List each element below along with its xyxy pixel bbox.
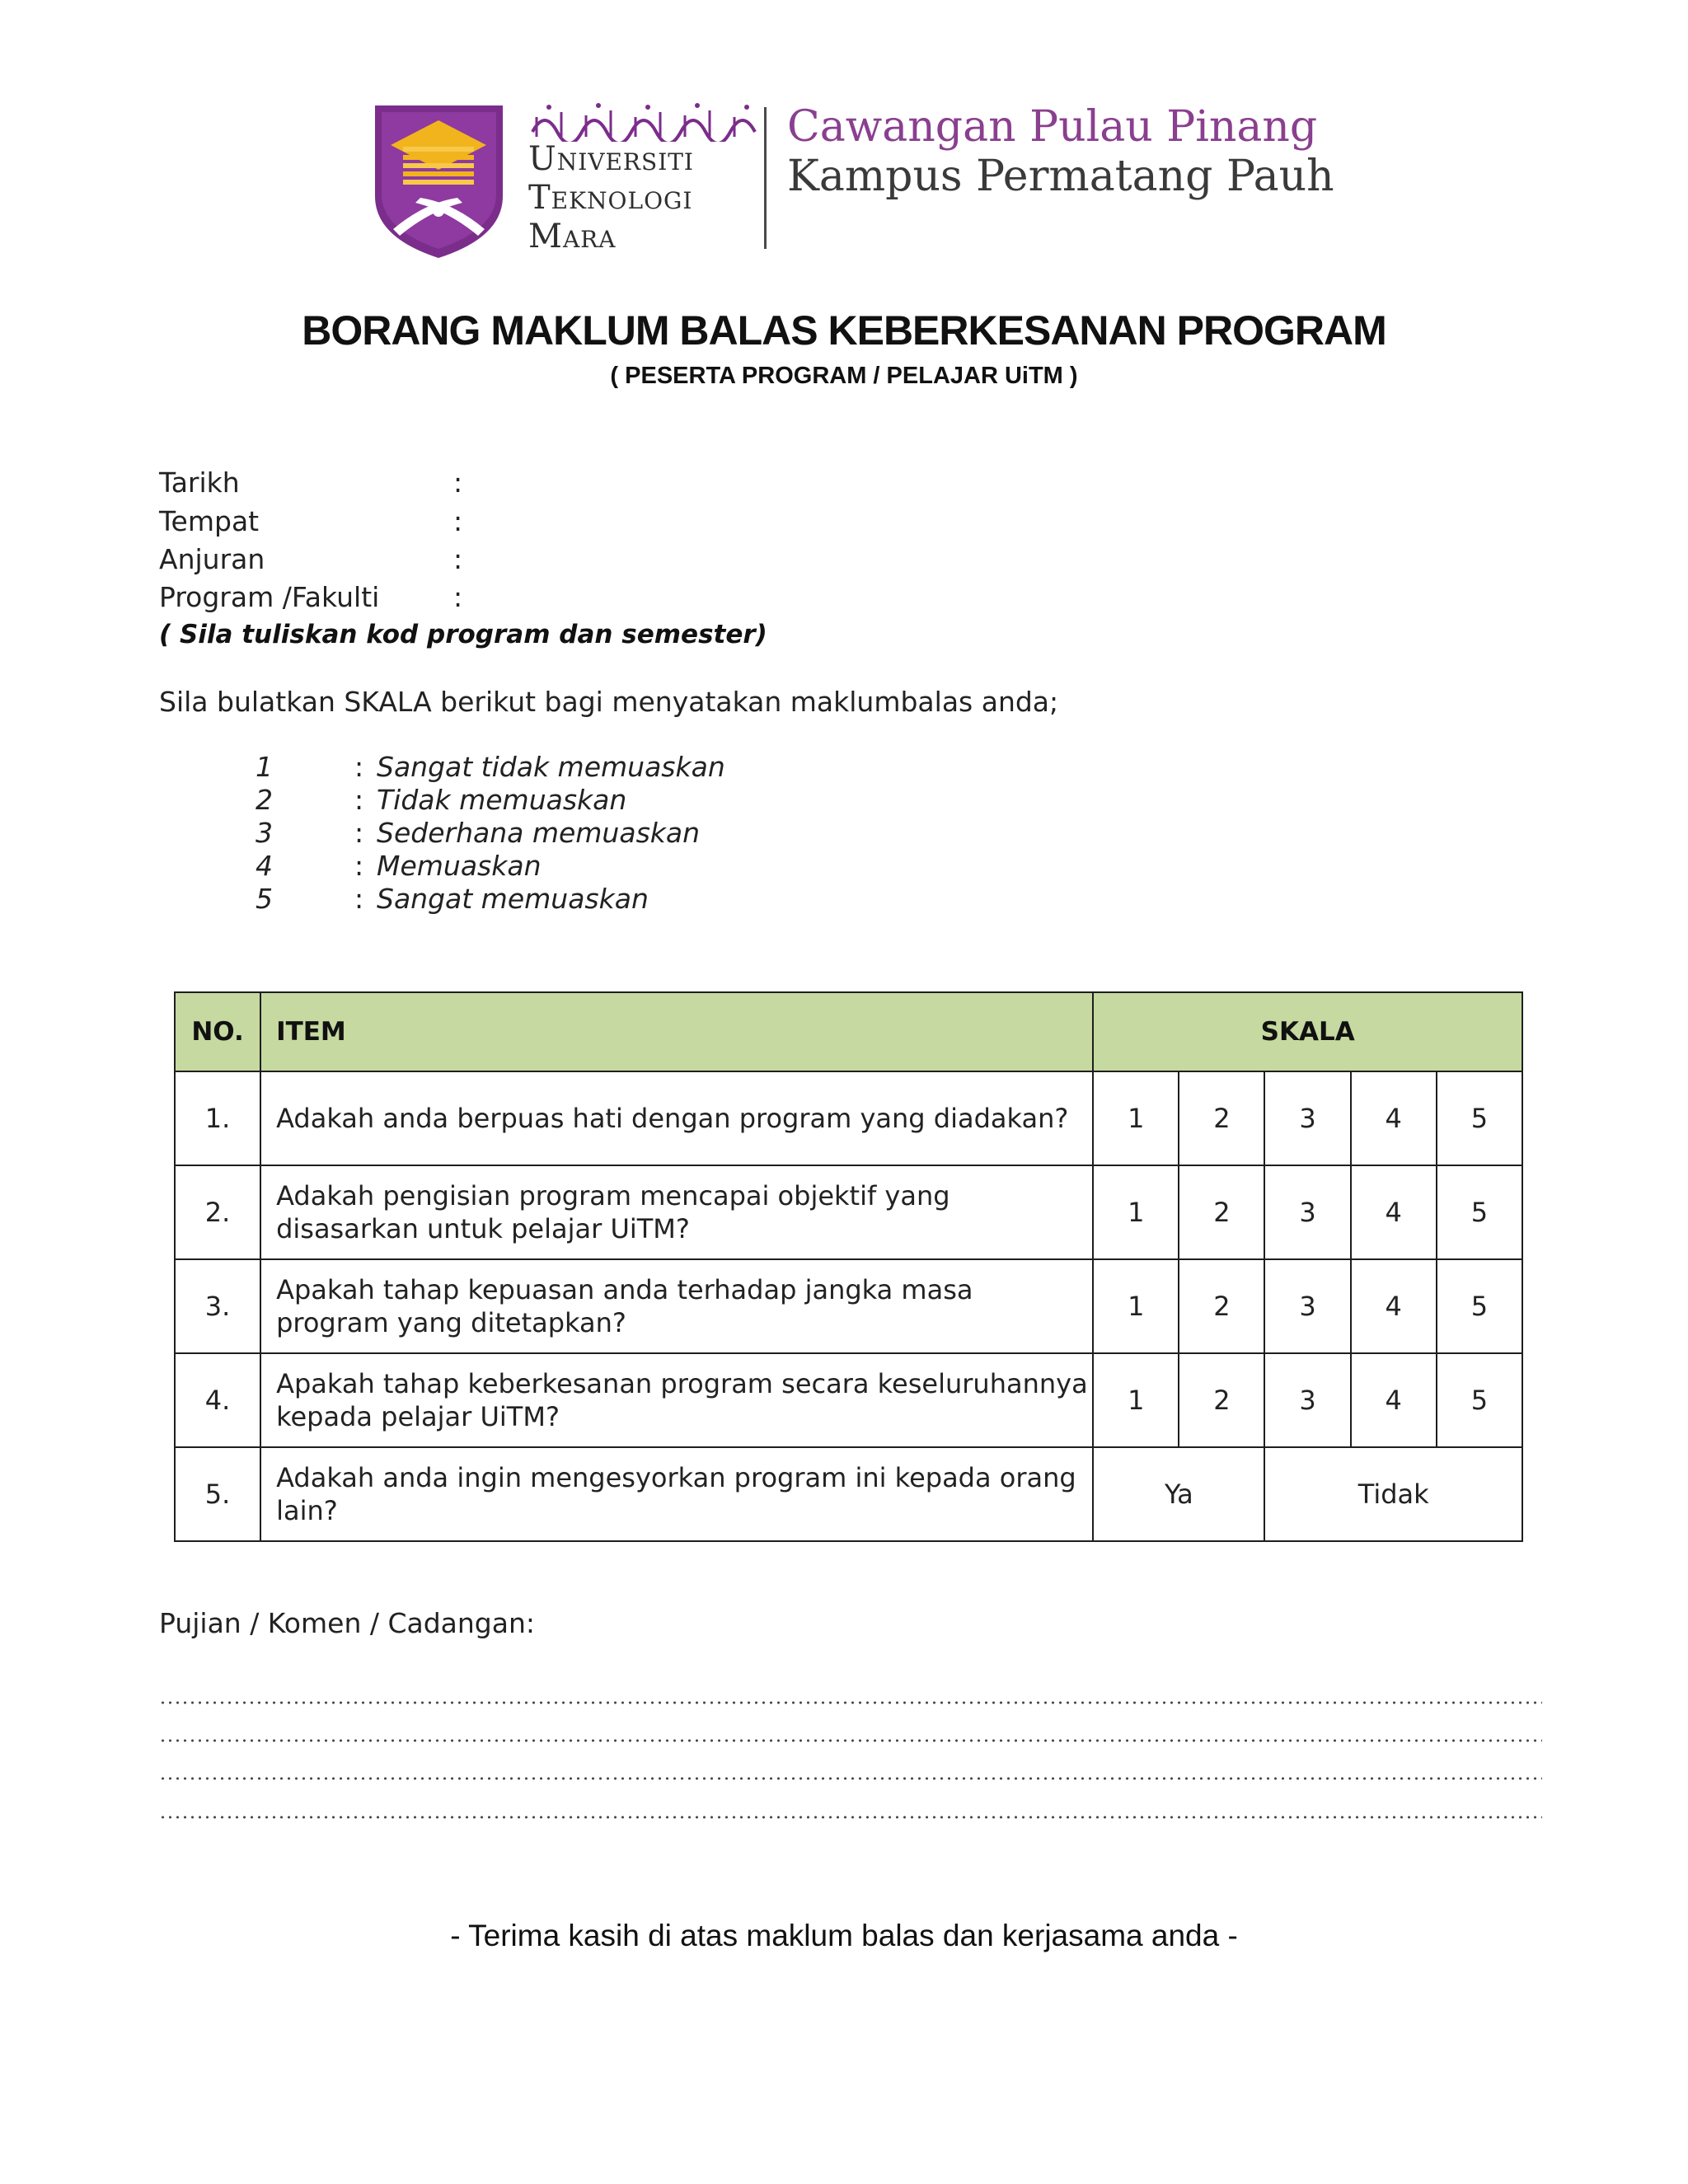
scale-option-3[interactable]: 3 <box>1264 1259 1350 1353</box>
scale-option-3[interactable]: 3 <box>1264 1353 1350 1447</box>
scale-description: Sangat memuaskan <box>377 883 649 915</box>
header-logo <box>375 97 1334 270</box>
row-question: Adakah anda berpuas hati dengan program yang diadakan? <box>260 1071 1093 1165</box>
instruction-text: Sila bulatkan SKALA berikut bagi menyatakan maklumbalas anda; <box>159 686 1059 718</box>
row-number: 1. <box>175 1071 260 1165</box>
table-header-row <box>175 992 1522 1071</box>
scale-option-5[interactable]: 5 <box>1437 1353 1522 1447</box>
scale-separator: : <box>354 784 364 816</box>
scale-option-1[interactable]: 1 <box>1093 1071 1179 1165</box>
university-name <box>528 140 694 256</box>
scale-option-1[interactable]: 1 <box>1093 1165 1179 1259</box>
table-row <box>175 1447 1522 1541</box>
field-label: Anjuran <box>159 543 265 575</box>
scale-option-1[interactable]: 1 <box>1093 1353 1179 1447</box>
scale-description: Sederhana memuaskan <box>377 817 701 849</box>
scale-separator: : <box>354 751 364 783</box>
scale-option-4[interactable]: 4 <box>1351 1165 1437 1259</box>
university-line-3: Mara <box>528 218 617 255</box>
option-tidak[interactable]: Tidak <box>1264 1447 1522 1541</box>
campus-line-2: Kampus Permatang Pauh <box>787 152 1334 201</box>
scale-option-4[interactable]: 4 <box>1351 1259 1437 1353</box>
scale-option-2[interactable]: 2 <box>1179 1165 1264 1259</box>
feedback-table <box>174 991 1523 1542</box>
scale-number: 2 <box>256 784 273 816</box>
field-anjuran[interactable] <box>159 543 463 575</box>
scale-option-5[interactable]: 5 <box>1437 1259 1522 1353</box>
scale-option-4[interactable]: 4 <box>1351 1353 1437 1447</box>
scale-separator: : <box>354 883 364 915</box>
field-program-fakulti[interactable] <box>159 581 463 613</box>
row-question: Apakah tahap keberkesanan program secara keseluruhannya kepada pelajar UiTM? <box>260 1353 1093 1447</box>
scale-option-4[interactable]: 4 <box>1351 1071 1437 1165</box>
table-row <box>175 1165 1522 1259</box>
scale-description: Memuaskan <box>377 850 542 882</box>
comment-line-4[interactable] <box>159 1816 1542 1819</box>
field-label: Tarikh <box>159 466 240 499</box>
uitm-crest-icon <box>375 105 503 258</box>
program-code-note: ( Sila tuliskan kod program dan semester) <box>159 620 767 649</box>
scale-option-5[interactable]: 5 <box>1437 1071 1522 1165</box>
comment-line-1[interactable] <box>159 1701 1542 1704</box>
scale-separator: : <box>354 817 364 849</box>
row-number: 5. <box>175 1447 260 1541</box>
field-label: Program /Fakulti <box>159 581 380 613</box>
university-line-1: Universiti <box>528 140 694 178</box>
scale-option-2[interactable]: 2 <box>1179 1259 1264 1353</box>
scale-option-1[interactable]: 1 <box>1093 1259 1179 1353</box>
scale-number: 4 <box>256 850 273 882</box>
row-number: 4. <box>175 1353 260 1447</box>
comment-line-3[interactable] <box>159 1777 1542 1780</box>
row-number: 2. <box>175 1165 260 1259</box>
scale-option-3[interactable]: 3 <box>1264 1071 1350 1165</box>
scale-option-2[interactable]: 2 <box>1179 1353 1264 1447</box>
scale-description: Sangat tidak memuaskan <box>377 751 725 783</box>
header-skala: SKALA <box>1093 992 1522 1071</box>
field-colon: : <box>453 581 463 613</box>
field-label: Tempat <box>159 505 260 537</box>
comment-line-2[interactable] <box>159 1739 1542 1742</box>
table-row <box>175 1353 1522 1447</box>
field-tempat[interactable] <box>159 505 463 537</box>
header-item: ITEM <box>260 992 1093 1071</box>
scale-option-2[interactable]: 2 <box>1179 1071 1264 1165</box>
table-row <box>175 1259 1522 1353</box>
option-ya[interactable]: Ya <box>1093 1447 1264 1541</box>
header-no: NO. <box>175 992 260 1071</box>
field-colon: : <box>453 505 463 537</box>
row-question: Adakah pengisian program mencapai objektif yang disasarkan untuk pelajar UiTM? <box>260 1165 1093 1259</box>
form-subtitle: ( PESERTA PROGRAM / PELAJAR UiTM ) <box>610 363 1078 389</box>
table-row <box>175 1071 1522 1165</box>
university-line-2: Teknologi <box>528 179 693 217</box>
scale-number: 3 <box>256 817 273 849</box>
row-question: Apakah tahap kepuasan anda terhadap jangka masa program yang ditetapkan? <box>260 1259 1093 1353</box>
thank-you-note: - Terima kasih di atas maklum balas dan kerjasama anda - <box>450 1919 1238 1952</box>
field-colon: : <box>453 466 463 499</box>
scale-separator: : <box>354 850 364 882</box>
logo-divider <box>764 107 767 249</box>
field-tarikh[interactable] <box>159 466 463 499</box>
scale-number: 1 <box>256 751 273 783</box>
scale-description: Tidak memuaskan <box>377 784 627 816</box>
scale-option-3[interactable]: 3 <box>1264 1165 1350 1259</box>
form-title: BORANG MAKLUM BALAS KEBERKESANAN PROGRAM <box>302 307 1386 354</box>
scale-number: 5 <box>256 883 273 915</box>
field-colon: : <box>453 543 463 575</box>
campus-line-1: Cawangan Pulau Pinang <box>787 102 1318 152</box>
row-number: 3. <box>175 1259 260 1353</box>
scale-option-5[interactable]: 5 <box>1437 1165 1522 1259</box>
row-question: Adakah anda ingin mengesyorkan program ini kepada orang lain? <box>260 1447 1093 1541</box>
arabic-motto <box>528 101 759 142</box>
comment-label: Pujian / Komen / Cadangan: <box>159 1607 536 1639</box>
